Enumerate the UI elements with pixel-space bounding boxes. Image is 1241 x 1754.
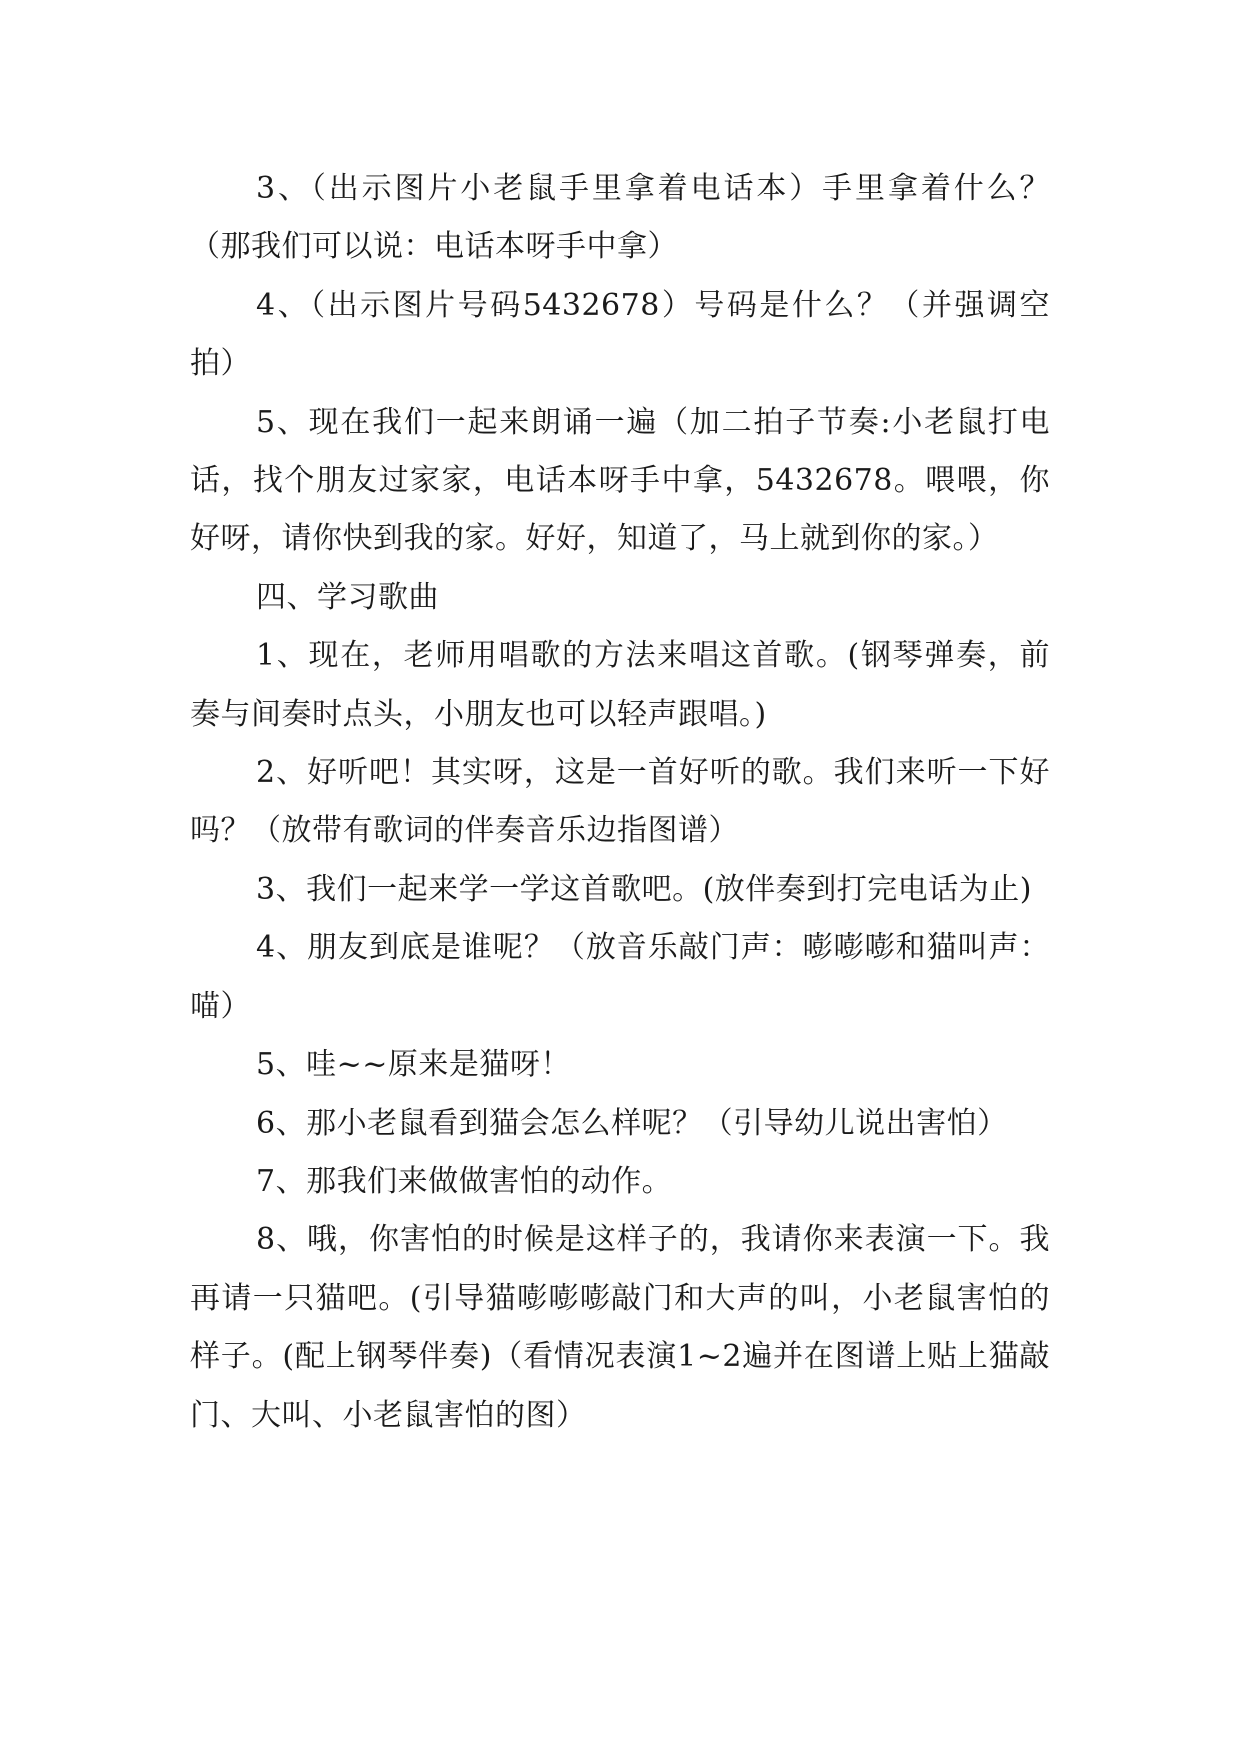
paragraph-song-step-3: 3、我们一起来学一学这首歌吧。(放伴奏到打完电话为止)	[256, 871, 1032, 907]
section-heading-learn-song: 四、学习歌曲	[256, 579, 439, 615]
paragraph-song-step-1: 1、现在，老师用唱歌的方法来唱这首歌。(钢琴弹奏，前奏与间奏时点头，小朋友也可以轻声跟唱。)	[190, 638, 1050, 732]
paragraph-song-step-6: 6、那小老鼠看到猫会怎么样呢？（引导幼儿说出害怕）	[256, 1105, 1008, 1141]
paragraph-song-step-8: 8、哦，你害怕的时候是这样子的，我请你来表演一下。我再请一只猫吧。(引导猫嘭嘭嘭敲门和大声的叫，小老鼠害怕的样子。(配上钢琴伴奏)（看情况表演1~2遍并在图谱上贴上猫敲门、大叫、小老鼠害怕的图）	[190, 1222, 1050, 1433]
paragraph-step-3-phone-book: 3、（出示图片小老鼠手里拿着电话本）手里拿着什么？（那我们可以说：电话本呀手中拿）	[190, 171, 1050, 265]
paragraph-song-step-4: 4、朋友到底是谁呢？（放音乐敲门声：嘭嘭嘭和猫叫声：喵）	[190, 930, 1050, 1024]
paragraph-song-step-5: 5、哇~~原来是猫呀！	[256, 1047, 571, 1083]
paragraph-song-step-7: 7、那我们来做做害怕的动作。	[256, 1163, 673, 1199]
paragraph-step-5-recite: 5、现在我们一起来朗诵一遍（加二拍子节奏:小老鼠打电话，找个朋友过家家，电话本呀手中拿，5432678。喂喂，你好呀，请你快到我的家。好好，知道了，马上就到你的家。）	[190, 404, 1050, 557]
paragraph-step-4-phone-number: 4、（出示图片号码5432678）号码是什么？（并强调空拍）	[190, 287, 1050, 382]
document-page	[190, 160, 1050, 1445]
paragraph-song-step-2: 2、好听吧！其实呀，这是一首好听的歌。我们来听一下好吗？（放带有歌词的伴奏音乐边指图谱）	[190, 755, 1050, 849]
